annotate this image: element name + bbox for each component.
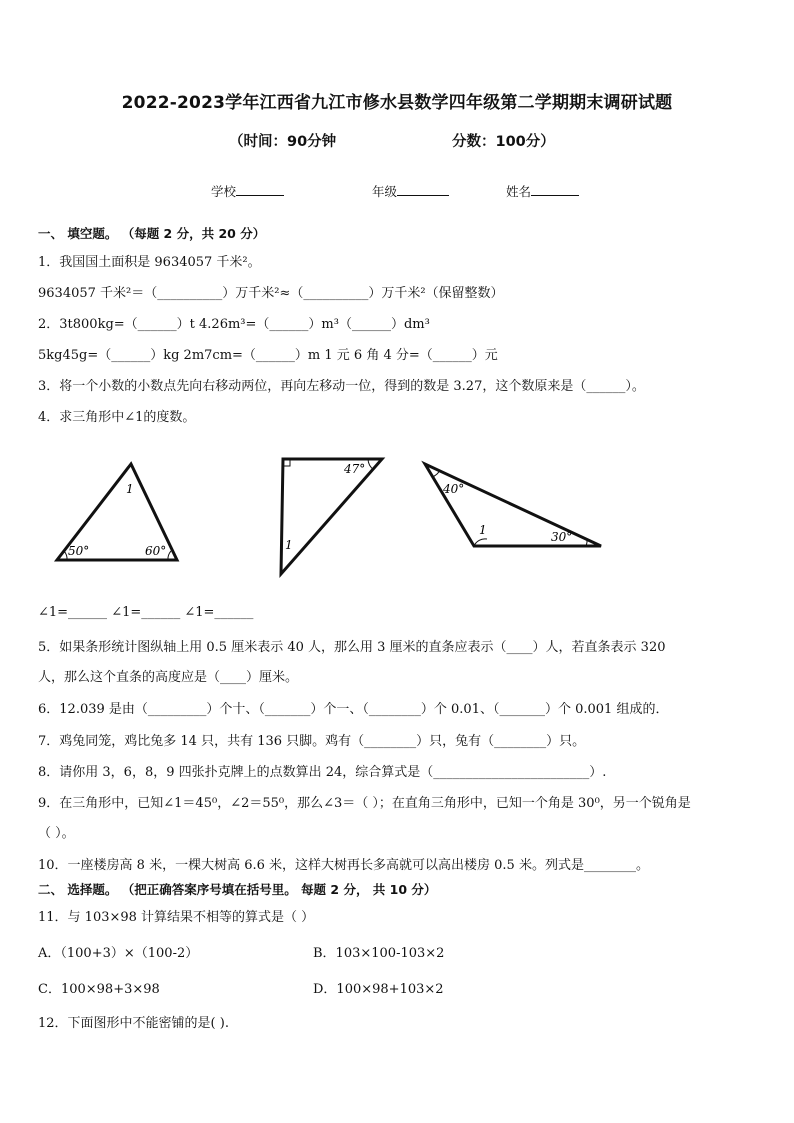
- school-field: [211, 182, 284, 200]
- question-3: 3．将一个小数的小数点先向右移动两位，再向左移动一位，得到的数是 3.27，这个数原来是（______）。: [38, 379, 645, 394]
- triangle-3-angle-1: 1: [479, 523, 487, 537]
- triangle-1-angle-50: 50°: [68, 544, 90, 558]
- triangle-3-angle-30: 30°: [551, 530, 573, 544]
- triangle-3-angle-40: 40°: [443, 482, 465, 496]
- name-field: [506, 182, 579, 200]
- triangle-figures: [40, 448, 620, 583]
- triangle-1: [57, 464, 177, 560]
- triangle-2-angle-1: 1: [285, 538, 293, 552]
- grade-field: [372, 182, 449, 200]
- question-5-line-1: 5．如果条形统计图纵轴上用 0.5 厘米表示 40 人，那么用 3 厘米的直条应表示（____）人，若直条表示 320: [38, 640, 666, 655]
- exam-time: （时间：90分钟: [229, 134, 337, 150]
- question-6: 6．12.039 是由（_________）个十、（_______）个一、（________）个 0.01、（_______）个 0.001 组成的．: [38, 702, 669, 717]
- question-7: 7．鸡兔同笼，鸡比兔多 14 只，共有 136 只脚。鸡有（________）只，兔有（________）只。: [38, 734, 586, 749]
- question-8: 8．请你用 3，6，8，9 四张扑克牌上的点数算出 24，综合算式是（________________________）.: [38, 765, 607, 780]
- question-4: 4．求三角形中∠1的度数。: [38, 410, 196, 425]
- question-1-line-1: 1．我国国土面积是 9634057 千米²。: [38, 255, 261, 270]
- triangle-1-angle-1: 1: [126, 482, 134, 496]
- page-title: 2022-2023学年江西省九江市修水县数学四年级第二学期期末调研试题: [121, 93, 673, 113]
- question-2-line-2: 5kg45g=（______）kg 2m7cm=（______）m 1 元 6 角 4 分=（______）元: [38, 348, 498, 363]
- question-1-line-2: 9634057 千米²＝（__________）万千米²≈（__________）万千米²（保留整数）: [38, 286, 504, 301]
- question-11-option-c: C．100×98+3×98: [38, 982, 160, 997]
- triangle-1-angle-60: 60°: [145, 544, 167, 558]
- question-11-option-d: D．100×98+103×2: [313, 982, 444, 997]
- question-2-line-1: 2．3t800kg=（______）t 4.26m³=（______）m³（______）dm³: [38, 317, 430, 332]
- question-9-line-1: 9．在三角形中，已知∠1＝45⁰，∠2＝55⁰，那么∠3＝（ ）；在直角三角形中，已知一个角是 30⁰，另一个锐角是: [38, 796, 691, 811]
- school-blank: [236, 182, 284, 196]
- question-10: 10．一座楼房高 8 米，一棵大树高 6.6 米，这样大树再长多高就可以高出楼房 0.5 米。列式是________。: [38, 858, 649, 873]
- grade-blank: [397, 182, 449, 196]
- school-label: 学校: [211, 184, 237, 199]
- question-11-option-a: A．（100+3）×（100-2）: [38, 946, 199, 961]
- question-5-line-2: 人，那么这个直条的高度应是（____）厘米。: [38, 670, 299, 685]
- section-1-heading: 一、 填空题。 （每题 2 分，共 20 分）: [38, 226, 266, 241]
- triangle-2-angle-47: 47°: [344, 462, 366, 476]
- exam-score: 分数：100分）: [452, 134, 555, 150]
- name-label: 姓名: [506, 184, 532, 199]
- triangle-3: [425, 464, 601, 546]
- question-4-answers: ∠1=______ ∠1=______ ∠1=______: [38, 605, 254, 620]
- question-9-line-2: （ ）。: [38, 826, 75, 841]
- triangle-2: [281, 459, 382, 574]
- name-blank: [531, 182, 579, 196]
- grade-label: 年级: [372, 184, 398, 199]
- section-2-heading: 二、 选择题。 （把正确答案序号填在括号里。 每题 2 分， 共 10 分）: [38, 882, 437, 897]
- question-12: 12．下面图形中不能密铺的是( ).: [38, 1016, 229, 1031]
- question-11-option-b: B．103×100-103×2: [313, 946, 445, 961]
- question-11: 11．与 103×98 计算结果不相等的算式是（ ）: [38, 910, 315, 925]
